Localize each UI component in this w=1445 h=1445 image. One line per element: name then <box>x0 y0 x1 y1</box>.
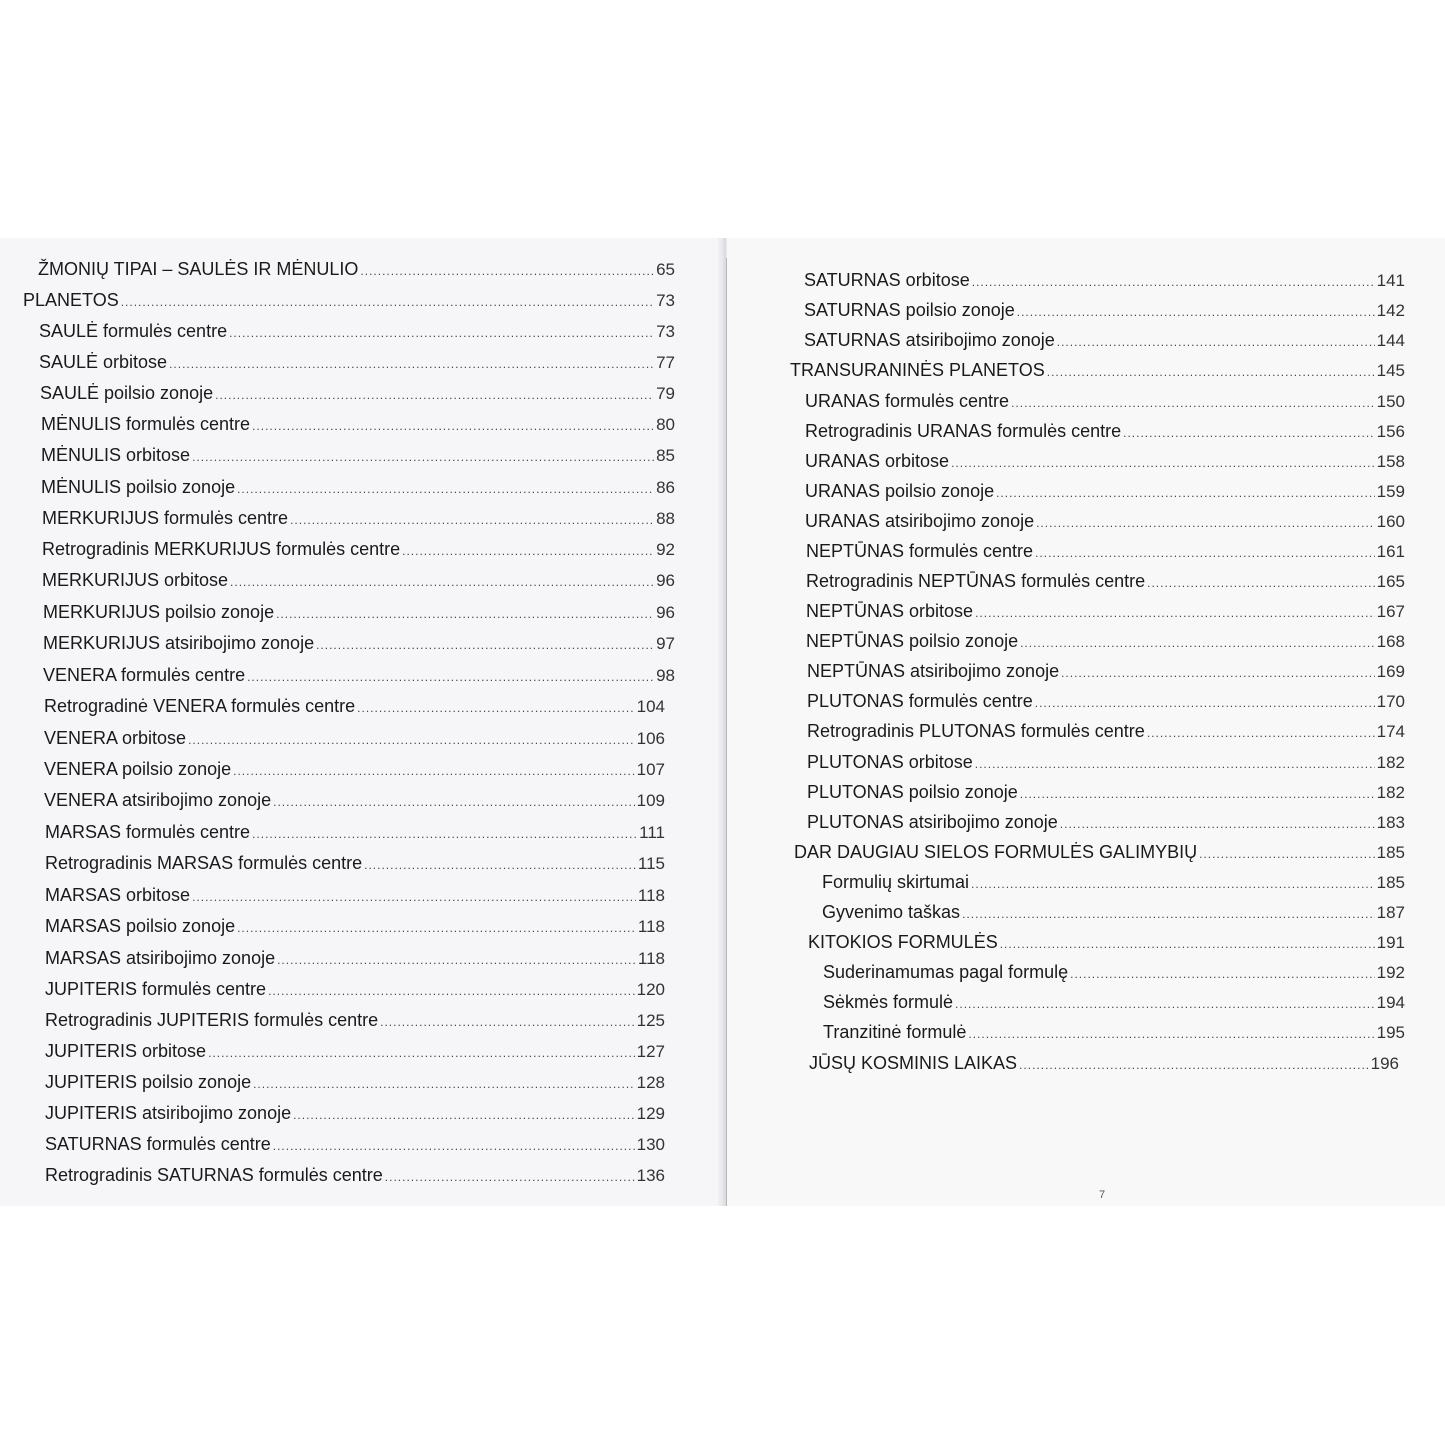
toc-entry-title: SAULĖ formulės centre <box>39 321 228 341</box>
toc-entry <box>805 450 1405 474</box>
toc-entry-page: 88 <box>656 509 675 528</box>
toc-dot-leader <box>1061 662 1375 684</box>
toc-entry-title: SATURNAS atsiribojimo zonoje <box>804 330 1055 350</box>
toc-entry-title: URANAS orbitose <box>805 451 950 471</box>
toc-entry-title: MERKURIJUS atsiribojimo zonoje <box>43 633 315 653</box>
toc-entry-page: 182 <box>1376 753 1405 772</box>
toc-entry <box>806 570 1405 594</box>
toc-entry-page: 144 <box>1376 331 1405 350</box>
toc-dot-leader <box>276 603 654 625</box>
toc-dot-leader <box>385 1166 635 1188</box>
toc-entry <box>44 789 665 813</box>
toc-dot-leader <box>1147 572 1375 594</box>
toc-entry <box>794 841 1405 865</box>
toc-entry <box>822 871 1405 895</box>
toc-entry-title: MERKURIJUS poilsio zonoje <box>43 602 275 622</box>
toc-entry-page: 169 <box>1376 662 1405 681</box>
toc-entry-page: 80 <box>656 415 675 434</box>
toc-entry <box>38 258 675 282</box>
toc-entry-title: NEPTŪNAS formulės centre <box>806 541 1034 561</box>
toc-entry-page: 142 <box>1376 301 1405 320</box>
toc-entry-title: NEPTŪNAS orbitose <box>806 601 974 621</box>
toc-entry-page: 187 <box>1376 903 1405 922</box>
toc-entry-page: 73 <box>656 322 675 341</box>
toc-entry-page: 165 <box>1376 572 1405 591</box>
left-toc-list <box>0 238 727 1206</box>
toc-entry-page: 161 <box>1376 542 1405 561</box>
toc-entry <box>41 444 675 468</box>
toc-entry <box>45 1071 665 1095</box>
toc-dot-leader <box>229 322 654 344</box>
toc-dot-leader <box>1011 392 1375 414</box>
toc-entry <box>42 538 675 562</box>
toc-entry-page: 73 <box>656 291 675 310</box>
toc-dot-leader <box>1019 1054 1369 1076</box>
toc-dot-leader <box>273 791 635 813</box>
toc-entry <box>44 695 665 719</box>
toc-entry <box>44 727 665 751</box>
toc-dot-leader <box>962 903 1375 925</box>
toc-dot-leader <box>293 1104 635 1126</box>
toc-entry <box>805 420 1405 444</box>
toc-entry <box>823 961 1405 985</box>
toc-dot-leader <box>1020 632 1375 654</box>
toc-entry <box>40 382 675 406</box>
toc-entry <box>41 476 675 500</box>
toc-entry-page: 111 <box>639 823 665 842</box>
left-page <box>0 238 727 1206</box>
toc-dot-leader <box>277 949 636 971</box>
toc-entry <box>804 299 1405 323</box>
toc-entry-title: Retrogradinis NEPTŪNAS formulės centre <box>806 571 1146 591</box>
toc-dot-leader <box>951 452 1375 474</box>
toc-entry-page: 185 <box>1376 873 1405 892</box>
toc-entry-page: 168 <box>1376 632 1405 651</box>
toc-dot-leader <box>996 482 1375 504</box>
toc-entry <box>804 269 1405 293</box>
toc-entry-page: 174 <box>1376 722 1405 741</box>
toc-entry <box>822 901 1405 925</box>
toc-entry-page: 120 <box>636 980 665 999</box>
gutter-line <box>726 258 727 1206</box>
toc-entry <box>42 569 675 593</box>
toc-entry-title: JUPITERIS atsiribojimo zonoje <box>45 1103 292 1123</box>
toc-entry-page: 182 <box>1376 783 1405 802</box>
toc-entry <box>23 289 675 313</box>
toc-entry-page: 150 <box>1376 392 1405 411</box>
toc-entry-page: 125 <box>636 1011 665 1030</box>
toc-entry-title: Suderinamumas pagal formulę <box>823 962 1069 982</box>
toc-dot-leader <box>316 634 654 656</box>
toc-dot-leader <box>1060 813 1375 835</box>
toc-entry <box>39 320 675 344</box>
toc-entry-page: 65 <box>656 260 675 279</box>
toc-entry-title: NEPTŪNAS poilsio zonoje <box>806 631 1019 651</box>
toc-entry-title: VENERA atsiribojimo zonoje <box>44 790 272 810</box>
toc-entry-title: PLUTONAS formulės centre <box>807 691 1033 711</box>
toc-entry-page: 118 <box>637 949 665 968</box>
toc-entry-page: 96 <box>656 571 675 590</box>
toc-dot-leader <box>253 1073 635 1095</box>
toc-entry <box>45 1133 665 1157</box>
toc-entry <box>808 931 1405 955</box>
toc-entry <box>804 329 1405 353</box>
toc-entry-title: JUPITERIS formulės centre <box>45 979 267 999</box>
toc-entry-title: SATURNAS orbitose <box>804 270 970 290</box>
toc-entry <box>45 1040 665 1064</box>
toc-entry-page: 160 <box>1376 512 1405 531</box>
toc-entry-title: URANAS poilsio zonoje <box>805 481 995 501</box>
toc-entry-title: JUPITERIS poilsio zonoje <box>45 1072 252 1092</box>
toc-dot-leader <box>1047 361 1375 383</box>
toc-entry-page: 191 <box>1376 933 1405 952</box>
toc-entry <box>43 601 675 625</box>
toc-dot-leader <box>1147 722 1375 744</box>
toc-entry <box>44 758 665 782</box>
toc-entry-title: MARSAS orbitose <box>45 885 191 905</box>
toc-entry <box>807 660 1405 684</box>
toc-dot-leader <box>972 271 1375 293</box>
toc-dot-leader <box>380 1011 635 1033</box>
toc-entry-title: MERKURIJUS formulės centre <box>42 508 289 528</box>
toc-entry-title: VENERA formulės centre <box>43 665 246 685</box>
toc-entry-title: Gyvenimo taškas <box>822 902 961 922</box>
toc-entry-page: 109 <box>636 791 665 810</box>
toc-entry-title: URANAS formulės centre <box>805 391 1010 411</box>
toc-entry-page: 98 <box>656 666 675 685</box>
toc-entry-title: PLANETOS <box>23 290 119 310</box>
toc-entry-title: VENERA orbitose <box>44 728 187 748</box>
toc-entry <box>790 359 1405 383</box>
toc-dot-leader <box>975 602 1375 624</box>
toc-entry-page: 107 <box>636 760 665 779</box>
toc-entry <box>41 413 675 437</box>
toc-entry-title: ŽMONIŲ TIPAI – SAULĖS IR MĖNULIO <box>38 259 359 279</box>
toc-entry <box>45 978 665 1002</box>
toc-dot-leader <box>1199 843 1375 865</box>
toc-entry-title: JUPITERIS orbitose <box>45 1041 207 1061</box>
toc-dot-leader <box>1036 512 1375 534</box>
toc-entry-page: 192 <box>1376 963 1405 982</box>
toc-entry-page: 127 <box>636 1042 665 1061</box>
toc-entry-page: 195 <box>1376 1023 1405 1042</box>
toc-dot-leader <box>1123 422 1375 444</box>
toc-entry-title: Retrogradinis MARSAS formulės centre <box>45 853 363 873</box>
toc-entry-title: VENERA poilsio zonoje <box>44 759 232 779</box>
toc-dot-leader <box>971 873 1375 895</box>
toc-entry-page: 104 <box>636 697 665 716</box>
toc-entry <box>823 1021 1405 1045</box>
toc-dot-leader <box>192 446 654 468</box>
toc-entry-title: URANAS atsiribojimo zonoje <box>805 511 1035 531</box>
toc-entry <box>805 390 1405 414</box>
toc-dot-leader <box>360 260 654 282</box>
toc-entry <box>805 510 1405 534</box>
toc-entry-page: 118 <box>637 886 665 905</box>
toc-entry <box>45 1102 665 1126</box>
toc-dot-leader <box>357 697 634 719</box>
toc-entry-page: 159 <box>1376 482 1405 501</box>
toc-entry-page: 196 <box>1370 1054 1399 1073</box>
toc-entry-page: 96 <box>656 603 675 622</box>
toc-dot-leader <box>273 1135 635 1157</box>
toc-entry <box>807 811 1405 835</box>
toc-entry-title: Retrogradinė VENERA formulės centre <box>44 696 356 716</box>
toc-entry-page: 86 <box>656 478 675 497</box>
toc-entry <box>43 632 675 656</box>
toc-entry-title: Formulių skirtumai <box>822 872 970 892</box>
toc-entry <box>807 690 1405 714</box>
toc-entry-title: Retrogradinis URANAS formulės centre <box>805 421 1122 441</box>
toc-entry-page: 170 <box>1376 692 1405 711</box>
toc-entry-title: SATURNAS formulės centre <box>45 1134 271 1154</box>
toc-entry-title: NEPTŪNAS atsiribojimo zonoje <box>807 661 1060 681</box>
right-page <box>727 238 1445 1206</box>
toc-entry <box>45 1164 665 1188</box>
toc-entry-page: 158 <box>1376 452 1405 471</box>
toc-entry <box>42 507 675 531</box>
toc-entry-page: 185 <box>1376 843 1405 862</box>
toc-entry-title: KITOKIOS FORMULĖS <box>808 932 998 952</box>
toc-dot-leader <box>1017 301 1375 323</box>
toc-entry-title: SAULĖ poilsio zonoje <box>40 383 214 403</box>
toc-dot-leader <box>192 886 636 908</box>
toc-entry-title: PLUTONAS orbitose <box>807 752 973 772</box>
toc-entry-title: DAR DAUGIAU SIELOS FORMULĖS GALIMYBIŲ <box>794 842 1198 862</box>
page-number: 7 <box>1099 1189 1106 1201</box>
toc-dot-leader <box>975 753 1375 775</box>
toc-entry-page: 130 <box>636 1135 665 1154</box>
toc-entry-title: Retrogradinis SATURNAS formulės centre <box>45 1165 383 1185</box>
toc-dot-leader <box>252 823 637 845</box>
toc-entry-page: 141 <box>1376 271 1405 290</box>
toc-entry <box>806 630 1405 654</box>
toc-dot-leader <box>252 415 654 437</box>
toc-dot-leader <box>290 509 654 531</box>
toc-entry-title: MĖNULIS formulės centre <box>41 414 251 434</box>
toc-entry-title: MĖNULIS poilsio zonoje <box>41 477 236 497</box>
toc-dot-leader <box>230 571 654 593</box>
toc-dot-leader <box>1057 331 1375 353</box>
toc-entry <box>45 821 665 845</box>
toc-dot-leader <box>188 729 635 751</box>
toc-entry <box>806 600 1405 624</box>
toc-entry <box>806 540 1405 564</box>
toc-entry <box>45 884 665 908</box>
toc-entry-page: 167 <box>1376 602 1405 621</box>
right-toc-list <box>727 238 1445 1206</box>
toc-entry-title: TRANSURANINĖS PLANETOS <box>790 360 1045 380</box>
toc-dot-leader <box>1020 783 1375 805</box>
toc-dot-leader <box>208 1042 635 1064</box>
toc-dot-leader <box>215 384 654 406</box>
toc-dot-leader <box>233 760 635 782</box>
toc-dot-leader <box>1070 963 1374 985</box>
toc-entry-title: Tranzitinė formulė <box>823 1022 967 1042</box>
toc-dot-leader <box>402 540 654 562</box>
toc-dot-leader <box>955 993 1375 1015</box>
toc-dot-leader <box>121 291 654 313</box>
toc-entry-title: SATURNAS poilsio zonoje <box>804 300 1015 320</box>
toc-entry-title: MARSAS atsiribojimo zonoje <box>45 948 276 968</box>
toc-dot-leader <box>1035 542 1375 564</box>
toc-entry-page: 97 <box>656 634 675 653</box>
toc-dot-leader <box>247 666 654 688</box>
book-spread <box>0 238 1445 1206</box>
toc-dot-leader <box>1035 692 1375 714</box>
toc-entry-title: PLUTONAS poilsio zonoje <box>807 782 1018 802</box>
toc-entry <box>823 991 1405 1015</box>
toc-entry-title: SAULĖ orbitose <box>39 352 168 372</box>
toc-entry <box>43 664 675 688</box>
toc-entry-page: 145 <box>1376 361 1405 380</box>
toc-entry-title: JŪSŲ KOSMINIS LAIKAS <box>809 1053 1018 1073</box>
toc-entry-page: 77 <box>656 353 675 372</box>
toc-entry <box>805 480 1405 504</box>
toc-entry <box>45 852 665 876</box>
toc-dot-leader <box>237 478 654 500</box>
toc-entry <box>807 751 1405 775</box>
toc-entry-page: 136 <box>636 1166 665 1185</box>
toc-entry <box>39 351 675 375</box>
toc-dot-leader <box>364 854 636 876</box>
toc-dot-leader <box>268 980 635 1002</box>
toc-entry-title: Sėkmės formulė <box>823 992 954 1012</box>
toc-entry-page: 194 <box>1376 993 1405 1012</box>
toc-entry-page: 106 <box>636 729 665 748</box>
toc-entry-page: 85 <box>656 446 675 465</box>
toc-entry-title: Retrogradinis MERKURIJUS formulės centre <box>42 539 401 559</box>
toc-entry-title: MĖNULIS orbitose <box>41 445 191 465</box>
toc-entry <box>45 1009 665 1033</box>
toc-entry-title: MARSAS poilsio zonoje <box>45 916 236 936</box>
toc-dot-leader <box>169 353 654 375</box>
toc-entry-page: 128 <box>636 1073 665 1092</box>
toc-entry-title: PLUTONAS atsiribojimo zonoje <box>807 812 1058 832</box>
toc-entry <box>45 947 665 971</box>
toc-entry-page: 183 <box>1376 813 1405 832</box>
toc-entry-title: Retrogradinis JUPITERIS formulės centre <box>45 1010 379 1030</box>
toc-entry-page: 156 <box>1376 422 1405 441</box>
toc-entry <box>807 720 1405 744</box>
toc-entry-title: MARSAS formulės centre <box>45 822 251 842</box>
toc-dot-leader <box>237 917 636 939</box>
toc-entry-page: 129 <box>636 1104 665 1123</box>
toc-entry-page: 92 <box>656 540 675 559</box>
toc-dot-leader <box>968 1023 1374 1045</box>
toc-entry <box>45 915 665 939</box>
toc-entry <box>807 781 1405 805</box>
toc-dot-leader <box>1000 933 1375 955</box>
toc-entry-page: 118 <box>637 917 665 936</box>
toc-entry-title: MERKURIJUS orbitose <box>42 570 229 590</box>
toc-entry-page: 79 <box>656 384 675 403</box>
toc-entry <box>809 1052 1399 1076</box>
toc-entry-title: Retrogradinis PLUTONAS formulės centre <box>807 721 1145 741</box>
toc-entry-page: 115 <box>637 854 665 873</box>
